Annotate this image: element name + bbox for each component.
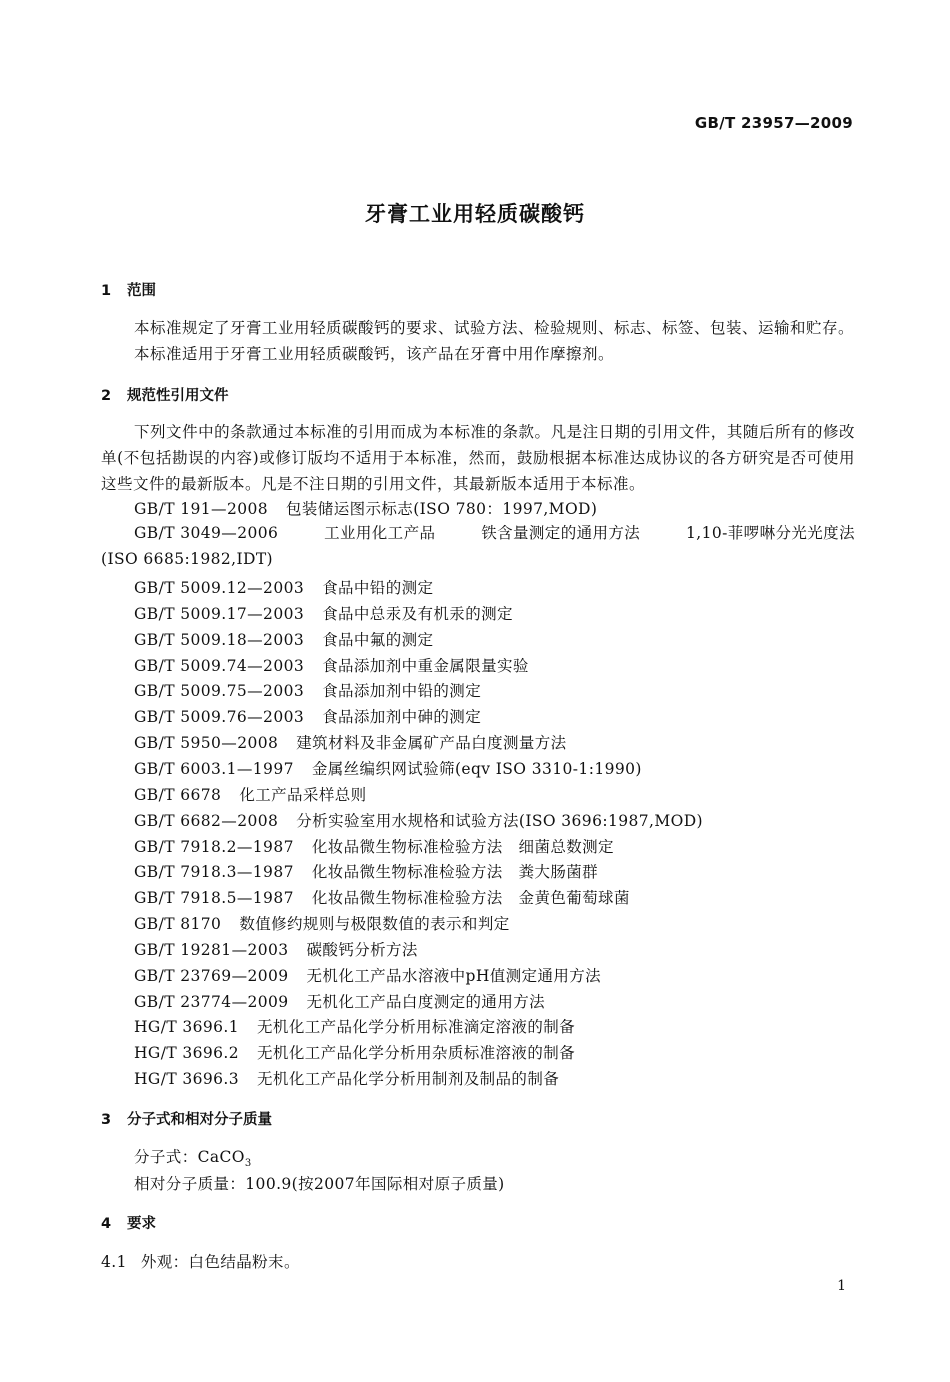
reference-title: 食品添加剂中铅的测定: [322, 682, 482, 701]
reference-item: [134, 497, 597, 519]
reference-item: [134, 912, 510, 934]
reference-item: [134, 757, 642, 779]
reference-code: HG/T 3696.1: [134, 1018, 240, 1037]
reference-item: [134, 654, 529, 676]
section-number: 4: [101, 1216, 112, 1232]
reference-code: GB/T 8170: [134, 915, 222, 934]
section-number: 2: [101, 388, 112, 404]
reference-item: [134, 705, 481, 727]
reference-title: 建筑材料及非金属矿产品白度测量方法: [296, 734, 567, 753]
reference-item: [134, 835, 614, 857]
reference-title: 化妆品微生物标准检验方法 粪大肠菌群: [311, 863, 599, 882]
reference-code: GB/T 5009.18—2003: [134, 630, 305, 649]
reference-code: GB/T 6678: [134, 785, 222, 804]
reference-title: 金属丝编织网试验筛(eqv ISO 3310-1:1990): [311, 759, 642, 778]
subclause-number: 4.1: [101, 1253, 127, 1271]
reference-title: 无机化工产品白度测定的通用方法: [306, 992, 546, 1011]
section-title: 分子式和相对分子质量: [127, 1112, 272, 1128]
section-title: 要求: [127, 1216, 156, 1232]
reference-code: GB/T 23769—2009: [134, 966, 289, 985]
section-number: 3: [101, 1112, 112, 1128]
reference-code: GB/T 5009.75—2003: [134, 682, 305, 701]
reference-title: 无机化工产品化学分析用标准滴定溶液的制备: [257, 1018, 576, 1037]
reference-code: GB/T 19281—2003: [134, 940, 289, 959]
reference-title: 食品中铅的测定: [322, 579, 434, 597]
reference-title: 化工产品采样总则: [239, 785, 367, 804]
reference-title: 化妆品微生物标准检验方法 金黄色葡萄球菌: [311, 889, 630, 908]
reference-item: [134, 938, 418, 960]
reference-item: [134, 964, 601, 986]
subclause-4-1: [101, 1250, 300, 1272]
reference-item: [134, 886, 630, 908]
reference-code: GB/T 7918.2—1987: [134, 837, 294, 856]
reference-title: 包装储运图示标志(ISO 780：1997,MOD): [286, 500, 598, 518]
section-number: 1: [101, 283, 112, 299]
section-4-heading: [101, 1212, 156, 1233]
reference-item: [134, 783, 367, 805]
reference-title: 食品添加剂中砷的测定: [322, 708, 482, 727]
reference-code: GB/T 5009.17—2003: [134, 604, 305, 623]
reference-item: [134, 602, 513, 624]
formula-subscript: 3: [244, 1158, 252, 1170]
reference-code: GB/T 23774—2009: [134, 992, 289, 1011]
reference-item: [134, 679, 481, 701]
reference-item: [134, 1015, 575, 1037]
formula-label: 分子式：: [134, 1148, 198, 1166]
reference-code: HG/T 3696.2: [134, 1044, 240, 1063]
section-3-heading: [101, 1108, 272, 1129]
scope-paragraph-2: 本标准适用于牙膏工业用轻质碳酸钙，该产品在牙膏中用作摩擦剂。: [134, 345, 615, 363]
reference-title-part: 工业用化工产品: [324, 524, 436, 542]
reference-code: GB/T 3049—2006: [134, 524, 279, 542]
reference-item: [134, 731, 567, 753]
reference-item: [134, 628, 433, 650]
reference-title-part: 1,10-菲啰啉分光光度法: [686, 524, 855, 542]
section-1-heading: [101, 279, 156, 300]
document-title: 牙膏工业用轻质碳酸钙: [365, 202, 585, 226]
subclause-text: 外观：白色结晶粉末。: [140, 1253, 300, 1271]
reference-title: 化妆品微生物标准检验方法 细菌总数测定: [311, 837, 614, 856]
reference-item: [134, 1041, 575, 1063]
reference-code: GB/T 7918.3—1987: [134, 863, 294, 882]
reference-code: GB/T 191—2008: [134, 500, 268, 518]
reference-item-wrapped: [101, 520, 855, 572]
reference-code: GB/T 6003.1—1997: [134, 759, 294, 778]
reference-title: 数值修约规则与极限数值的表示和判定: [239, 915, 510, 934]
section-title: 规范性引用文件: [127, 388, 229, 404]
reference-title-part: 铁含量测定的通用方法: [481, 524, 641, 542]
section-2-heading: [101, 384, 229, 405]
reference-code: GB/T 5009.12—2003: [134, 579, 305, 597]
reference-title: 食品中总汞及有机汞的测定: [322, 604, 513, 623]
reference-title: 碳酸钙分析方法: [306, 940, 418, 959]
reference-code: GB/T 7918.5—1987: [134, 889, 294, 908]
page-number: 1: [837, 1278, 846, 1294]
reference-item: [134, 809, 703, 831]
reference-code: GB/T 5950—2008: [134, 734, 279, 753]
molecular-formula: [134, 1145, 252, 1169]
reference-item: [134, 1067, 559, 1089]
scope-paragraph-1: 本标准规定了牙膏工业用轻质碳酸钙的要求、试验方法、检验规则、标志、标签、包装、运输和贮存。: [134, 319, 855, 337]
reference-item: [134, 990, 545, 1012]
reference-title: 无机化工产品化学分析用杂质标准溶液的制备: [257, 1044, 576, 1063]
reference-title: 无机化工产品水溶液中pH值测定通用方法: [306, 966, 602, 985]
reference-code: GB/T 5009.76—2003: [134, 708, 305, 727]
molecular-mass: 相对分子质量：100.9(按2007年国际相对原子质量): [134, 1175, 505, 1193]
reference-code: HG/T 3696.3: [134, 1070, 240, 1089]
reference-title: 无机化工产品化学分析用制剂及制品的制备: [257, 1070, 560, 1089]
reference-code: GB/T 5009.74—2003: [134, 656, 305, 675]
reference-item: [134, 860, 598, 882]
standard-number: GB/T 23957—2009: [694, 114, 853, 132]
formula-base: CaCO: [197, 1148, 245, 1166]
reference-continuation: (ISO 6685:1982,IDT): [101, 550, 273, 568]
reference-title: 食品中氟的测定: [322, 630, 434, 649]
reference-title: 分析实验室用水规格和试验方法(ISO 3696:1987,MOD): [296, 811, 703, 830]
reference-title: 食品添加剂中重金属限量实验: [322, 656, 529, 675]
section-title: 范围: [127, 283, 156, 299]
reference-code: GB/T 6682—2008: [134, 811, 279, 830]
references-intro: 下列文件中的条款通过本标准的引用而成为本标准的条款。凡是注日期的引用文件，其随后所有的修改单(不包括勘误的内容)或修订版均不适用于本标准，然而，鼓励根据本标准达成协议的各方研究是否可使用这些文件的最新版本。凡是不注日期的引用文件，其最新版本适用于本标准。: [101, 423, 855, 493]
reference-item: [134, 576, 433, 598]
